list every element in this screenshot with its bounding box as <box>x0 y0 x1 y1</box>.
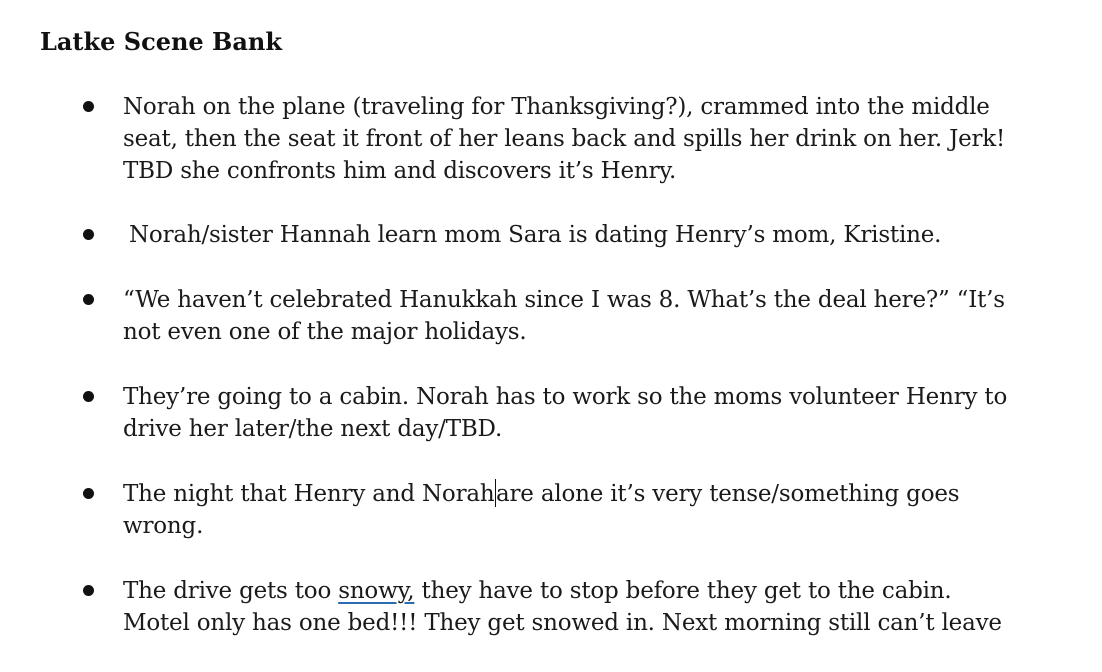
bullet-icon <box>83 391 94 402</box>
list-item[interactable] <box>0 219 1018 251</box>
list-item-text: Norah on the plane (traveling for Thanksgiving?), crammed into the middle seat, then the seat it front of her leans back and spills her drink on her. Jerk! TBD she confronts him and discovers it’s Henry. <box>123 94 1006 184</box>
list-item[interactable] <box>0 381 1018 445</box>
text-after-cursor: are alone it’s very tense/something goes wrong. <box>123 481 960 539</box>
text-after-flag: they have to stop before they get to the cabin. Motel only has one bed!!! They get snowed in. Next morning still can’t leave <box>123 578 1002 636</box>
bullet-icon <box>83 488 94 499</box>
list-item[interactable] <box>0 284 1018 348</box>
bullet-icon <box>83 294 94 305</box>
text-before-flag: The drive gets too <box>123 578 339 604</box>
list-item[interactable] <box>0 91 1018 187</box>
bullet-icon <box>83 229 94 240</box>
grammar-flagged-word[interactable]: snowy, <box>338 578 415 604</box>
bullet-icon <box>83 101 94 112</box>
bullet-icon <box>83 585 94 596</box>
scene-bullet-list <box>0 91 1102 672</box>
text-before-cursor: The night that Henry and Norah <box>123 481 495 507</box>
list-item[interactable] <box>0 478 1018 542</box>
document-heading: Latke Scene Bank <box>40 27 282 56</box>
list-item[interactable] <box>0 575 1018 639</box>
list-item-text <box>123 478 1018 542</box>
list-item-text <box>123 575 1018 639</box>
list-item-text: They’re going to a cabin. Norah has to work so the moms volunteer Henry to drive her later/the next day/TBD. <box>123 384 1008 442</box>
list-item-text: “We haven’t celebrated Hanukkah since I was 8. What’s the deal here?” “It’s not even one of the major holidays. <box>123 287 1005 345</box>
list-item-text: Norah/sister Hannah learn mom Sara is dating Henry’s mom, Kristine. <box>129 222 942 248</box>
